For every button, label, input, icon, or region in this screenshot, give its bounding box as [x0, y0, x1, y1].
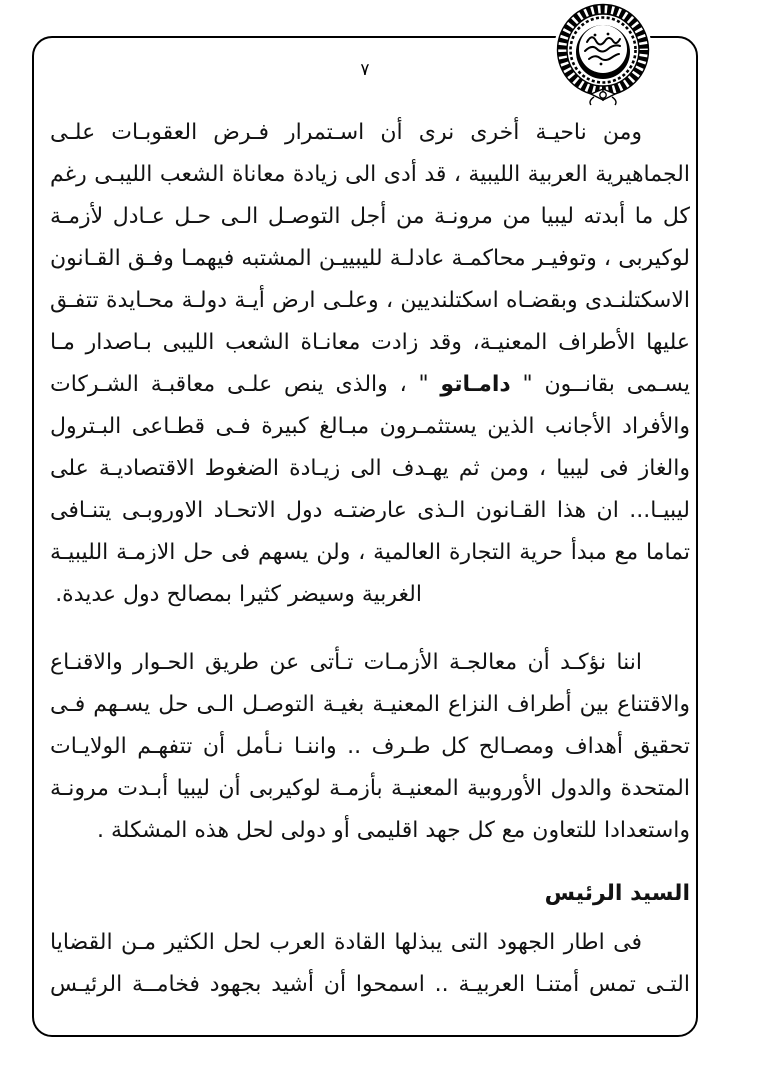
law-line-post: " ، والذى ينص علـى معاقبـة الشـركات	[50, 372, 441, 397]
paragraph-sanctions	[50, 112, 690, 616]
paragraph-arab-leaders	[50, 922, 690, 1006]
paragraph-line: الغربية وسيضر كثيرا بمصالح دول عديدة.	[55, 582, 422, 607]
paragraph-line: لوكيربى ، وتوفيـر محاكمـة عادلـة لليبييـن المشتبه فيهمـا وفـق القـانون	[50, 246, 690, 271]
paragraph-line-law	[50, 364, 690, 406]
arab-league-emblem-icon	[551, 0, 655, 108]
document-body	[50, 112, 690, 1006]
paragraph-line: تحقيق أهداف ومصـالح كل طـرف .. واننـا نـأمل أن تتفهـم الولايـات	[50, 734, 690, 759]
paragraph-line: الاسكتلنـدى وبقضـاه اسكتلنديين ، وعلـى ارض أيـة دولـة محـايدة تتفـق	[50, 288, 690, 313]
page-number: ٧	[360, 60, 370, 80]
paragraph-line: فى اطار الجهود التى يبذلها القادة العرب لحل الكثير مـن القضايا	[50, 930, 642, 955]
paragraph-line: واستعدادا للتعاون مع كل جهد اقليمى أو دولى لحل هذه المشكلة .	[97, 818, 690, 843]
paragraph-line: الجماهيرية العربية الليبية ، قد أدى الى زيادة معاناة الشعب الليبـى رغم	[50, 162, 690, 187]
paragraph-line: المتحدة والدول الأوروبية المعنيـة بأزمـة لوكيربى أن ليبيا أبـدت مرونـة	[50, 776, 690, 801]
paragraph-line: ليبيـا... ان هذا القـانون الـذى عارضتـه دول الاتحـاد الاوروبـى يتنـافى	[50, 498, 690, 523]
arab-league-emblem	[551, 0, 655, 108]
paragraph-line: ومن ناحيـة أخرى نرى أن اسـتمرار فـرض العقوبـات علـى	[50, 120, 642, 145]
paragraph-line: عليها الأطراف المعنيـة، وقد زادت معانـاة الشعب الليبى بـاصدار مـا	[50, 330, 690, 355]
paragraph-line: كل ما أبدته ليبيا من مرونـة من أجل التوصـل الـى حـل عـادل لأزمـة	[50, 204, 690, 229]
section-heading: السيد الرئيس	[544, 881, 690, 906]
paragraph-line: والأفراد الأجانب الذين يستثمـرون مبـالغ كبيرة فـى قطـاعى البـترول	[50, 414, 690, 439]
law-line-pre: يسـمى بقانــون "	[510, 372, 690, 397]
paragraph-dialogue	[50, 642, 690, 852]
paragraph-line: والغاز فى ليبيا ، ومن ثم يهـدف الى زيـادة الضغوط الاقتصاديـة على	[50, 456, 690, 481]
paragraph-line: التـى تمس أمتنـا العربيـة .. اسمحوا أن أشيد بجهود فخامــة الرئيـس	[50, 972, 690, 997]
paragraph-line: والاقتناع بين أطراف النزاع المعنيـة بغيـة التوصـل الـى حل يسـهم فـى	[50, 692, 690, 717]
law-name: دامـاتو	[440, 372, 511, 397]
paragraph-line: اننا نؤكـد أن معالجـة الأزمـات تـأتى عن طريق الحـوار والاقنـاع	[50, 650, 642, 675]
paragraph-line: تماما مع مبدأ حرية التجارة العالمية ، ولن يسهم فى حل الازمـة الليبيـة	[50, 540, 690, 565]
